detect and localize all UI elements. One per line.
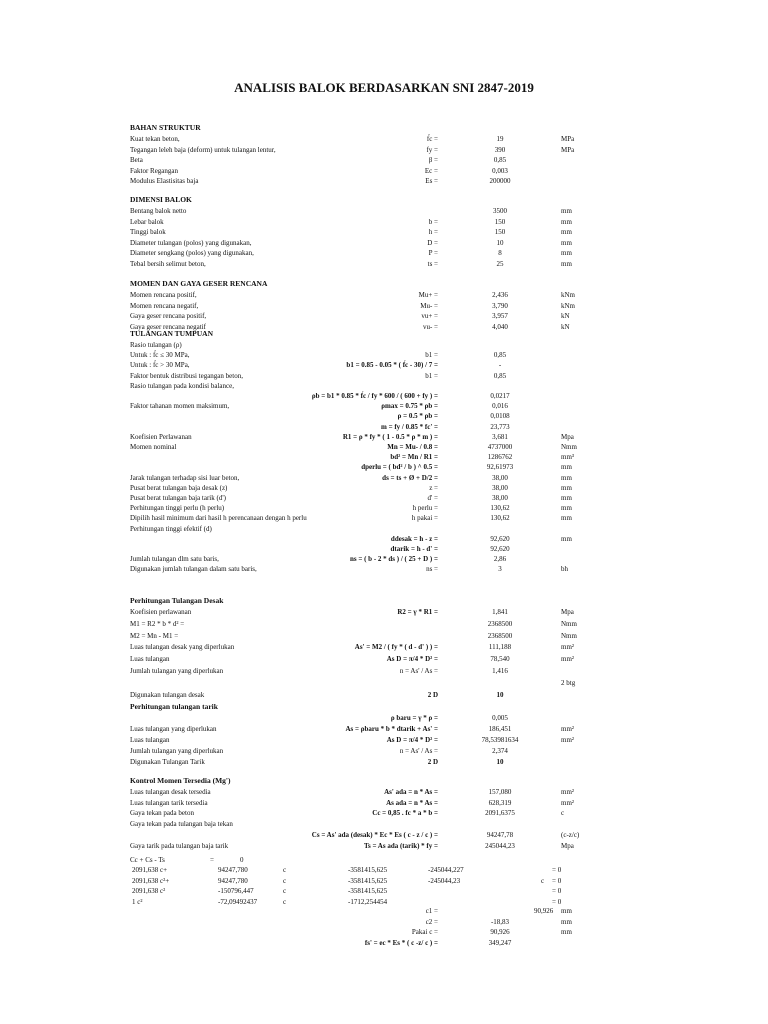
row-symbol: Mn = Mu- / 0.8 =: [387, 443, 438, 451]
row-label: Kuat tekan beton,: [130, 135, 180, 143]
row-label: Untuk : f́c ≤ 30 MPa,: [130, 351, 190, 360]
row-symbol: Cc = 0,85 . fc * a * b =: [372, 809, 438, 818]
row-label: Perhitungan tinggi perlu (h perlu): [130, 504, 225, 513]
row-value: 92,620: [490, 545, 510, 553]
row-label: Tebal bersih selimut beton,: [130, 259, 206, 268]
row-symbol: β =: [428, 156, 438, 164]
row-unit: mm: [561, 473, 572, 482]
row-value: 38,00: [492, 483, 508, 492]
row-value: 186,451: [488, 725, 512, 733]
row-symbol: As D = π/4 * D² =: [386, 736, 438, 744]
row-value: 10: [496, 238, 504, 247]
table-row: [0, 503, 768, 513]
table-row: [0, 819, 768, 829]
table-row: [0, 493, 768, 503]
table-row: [0, 301, 768, 311]
row-unit: mm: [561, 259, 572, 268]
row-symbol: As = ρbaru * b * dtarik + As' =: [345, 725, 438, 733]
table-row: [0, 713, 768, 723]
row-value: 8: [498, 249, 502, 257]
row-value: 3,790: [492, 301, 508, 310]
row-symbol: h perlu =: [412, 504, 438, 513]
row-unit: mm: [561, 494, 572, 502]
row-symbol: 2 D: [427, 690, 438, 699]
row-unit: kNm: [561, 301, 575, 310]
table-row: [0, 145, 768, 155]
table-row: [0, 724, 768, 734]
equation-token: 2091,638 c+: [132, 866, 168, 874]
row-unit: kNm: [561, 291, 575, 299]
row-symbol: b1 =: [425, 351, 438, 360]
row-value: 628,319: [488, 798, 512, 807]
row-symbol: fy =: [426, 145, 438, 154]
row-label: Bentang balok netto: [130, 207, 187, 215]
row-unit: MPa: [561, 145, 575, 154]
row-value: 157,080: [488, 788, 512, 796]
table-row: [0, 524, 768, 534]
equation-token: -72,09492437: [218, 898, 258, 907]
row-label: Luas tulangan: [130, 655, 170, 664]
row-unit: mm: [561, 217, 572, 226]
table-row: [0, 452, 768, 462]
row-symbol: ρ baru = γ * ρ =: [390, 714, 438, 722]
row-label: Gaya geser rencana positif,: [130, 312, 207, 320]
row-symbol: R1 = ρ * fy * ( 1 - 0.5 * ρ * m ) =: [342, 432, 438, 441]
row-symbol: Pakai c =: [411, 928, 438, 936]
row-label: Momen rencana negatif,: [130, 301, 199, 310]
row-symbol: b1 = 0.85 - 0.05 * ( f́c - 30) / 7 =: [346, 361, 438, 370]
table-row: [0, 631, 768, 641]
row-label: Diameter tulangan (polos) yang digunakan,: [130, 238, 252, 247]
row-label: Koefisien Perlawanan: [130, 432, 192, 441]
row-value: 111,188: [488, 643, 512, 652]
row-unit: 2 btg: [561, 678, 576, 687]
side-unit: mm: [561, 907, 572, 915]
row-unit: mm: [561, 534, 572, 543]
row-unit: Nmm: [561, 443, 577, 451]
row-label: Gaya tekan pada tulangan baja tekan: [130, 820, 233, 829]
row-label: Koefisien perlawanan: [130, 608, 192, 616]
section-heading: Perhitungan Tulangan Desak: [130, 596, 224, 605]
row-unit: c: [561, 809, 565, 818]
row-label: Luas tulangan: [130, 736, 170, 744]
row-unit: mm²: [561, 725, 574, 733]
equation-token: c: [283, 866, 287, 874]
row-label: Luas tulangan tarik tersedia: [130, 798, 208, 807]
row-unit: Mpa: [561, 608, 574, 616]
row-value: 0,85: [493, 156, 507, 164]
row-value: 3,957: [492, 312, 508, 320]
row-value: 4,040: [492, 322, 508, 331]
row-unit: kN: [561, 322, 570, 331]
table-row: [0, 564, 768, 574]
row-symbol: ts =: [427, 259, 438, 268]
row-value: 19: [496, 135, 504, 143]
row-unit: mm: [561, 249, 572, 257]
row-label: Jumlah tulangan yang diperlukan: [130, 667, 224, 675]
table-row: [0, 311, 768, 321]
equation-token: -3581415,625: [348, 887, 388, 896]
row-symbol: bd² = Mn / R1 =: [390, 453, 438, 462]
table-row: [0, 248, 768, 258]
table-row: [0, 938, 768, 948]
row-value: 1286762: [487, 453, 513, 462]
row-symbol: As' ada = n * As =: [384, 788, 438, 796]
table-row: [0, 442, 768, 452]
row-symbol: n = As' / As =: [399, 747, 438, 755]
table-row: [0, 411, 768, 421]
row-symbol: Es =: [425, 177, 438, 185]
equation-token: 1 c²: [132, 898, 143, 907]
row-label: Gaya geser rencana negatif: [130, 322, 206, 331]
row-value: 130,62: [490, 504, 510, 513]
equation-token: c: [283, 876, 287, 885]
row-unit: Nmm: [561, 619, 577, 628]
equation-token: 2091,638 c²+: [132, 876, 170, 885]
table-row: [0, 290, 768, 300]
row-value: 92,61973: [486, 463, 514, 472]
row-value: 2091,6375: [485, 809, 515, 818]
table-row: [0, 654, 768, 664]
row-label: Faktor bentuk distribusi tegangan beton,: [130, 371, 243, 380]
row-label: M2 = Mn - M1 =: [130, 631, 179, 640]
table-row: [0, 690, 768, 700]
row-value: 0,003: [492, 166, 508, 175]
equation-token: -245044,23: [428, 876, 461, 885]
row-unit: (c-z/c): [561, 830, 580, 839]
table-row: [0, 155, 768, 165]
row-label: Luas tulangan yang diperlukan: [130, 725, 217, 733]
row-symbol: 2 D: [427, 758, 438, 766]
row-unit: mm²: [561, 798, 574, 807]
table-row: [0, 227, 768, 237]
row-symbol: ns = ( b - 2 * ds ) / ( 25 + D ) =: [350, 555, 438, 564]
page-title: ANALISIS BALOK BERDASARKAN SNI 2847-2019: [234, 80, 534, 95]
row-value: 78,540: [490, 655, 510, 664]
table-row: [0, 544, 768, 554]
row-unit: MPa: [561, 135, 575, 143]
row-value: 0,005: [492, 714, 508, 722]
row-value: 130,62: [490, 514, 510, 523]
row-label: Dipilih hasil minimum dari hasil h perencanaan dengan h perlu: [130, 514, 307, 523]
row-value: 1,841: [492, 608, 508, 616]
row-symbol: P =: [428, 249, 438, 257]
row-label: Jarak tulangan terhadap sisi luar beton,: [130, 473, 240, 482]
row-unit: mm: [561, 207, 572, 215]
side-value: 90,926: [534, 907, 554, 915]
table-row: [0, 134, 768, 144]
table-row: [0, 381, 768, 391]
row-symbol: ds = ts + Ø + D/2 =: [382, 473, 438, 482]
row-symbol: Mu- =: [420, 301, 438, 310]
row-label: Digunakan tulangan desak: [130, 690, 205, 699]
row-label: Digunakan Tulangan Tarik: [130, 758, 205, 766]
row-label: Pusat berat tulangan baja tarik (d'): [130, 494, 226, 502]
row-value: 38,00: [492, 473, 508, 482]
table-row: [0, 757, 768, 767]
table-row: [0, 238, 768, 248]
row-label: Luas tulangan desak yang diperlukan: [130, 643, 235, 652]
row-value: 1,416: [492, 667, 508, 675]
row-label: Untuk : f́c > 30 MPa,: [130, 361, 190, 370]
table-row: [0, 483, 768, 493]
table-row: [0, 176, 768, 186]
table-row: [0, 513, 768, 523]
row-symbol: Ts = As ada (tarik) * fy =: [363, 841, 438, 850]
row-symbol: m = fy / 0.85 * fc' =: [381, 422, 438, 431]
equation-token: = 0: [552, 898, 562, 907]
row-symbol: D =: [427, 238, 438, 247]
table-row: [0, 917, 768, 927]
table-row: [0, 259, 768, 269]
row-label: Momen nominal: [130, 443, 177, 451]
equation-token: = 0: [552, 876, 562, 885]
row-symbol: h =: [428, 228, 438, 236]
table-row: [0, 217, 768, 227]
table-row: [0, 830, 768, 840]
row-label: Gaya tekan pada beton: [130, 809, 194, 818]
row-label: Pusat berat tulangan baja desak (z): [130, 483, 228, 492]
table-row: [0, 642, 768, 652]
row-unit: mm: [561, 514, 572, 523]
table-row: [0, 371, 768, 381]
table-row: [0, 554, 768, 564]
table-row: [0, 808, 768, 818]
row-symbol: f́c =: [426, 135, 438, 143]
row-value: 0,85: [493, 351, 507, 360]
row-symbol: As' = M2 / ( fy * ( d - d' ) ) =: [354, 643, 438, 652]
row-label: Modulus Elastisitas baja: [130, 177, 199, 185]
row-symbol: dtarik = h - d' =: [390, 545, 438, 553]
section-heading: Perhitungan tulangan tarik: [130, 702, 218, 711]
row-value: 349,247: [488, 938, 512, 947]
row-value: 38,00: [492, 494, 508, 502]
equation-token: = 0: [552, 887, 562, 896]
row-symbol: R2 = γ * R1 =: [397, 608, 438, 616]
row-value: 2,86: [493, 555, 507, 564]
row-value: 78,53981634: [481, 736, 519, 744]
row-value: 90,926: [490, 928, 510, 936]
row-unit: mm³: [561, 453, 574, 462]
row-unit: mm²: [561, 736, 574, 744]
equation-token: c: [283, 898, 287, 907]
row-symbol: vu+ =: [421, 312, 438, 320]
equation-token: 2091,638 c²: [132, 887, 166, 896]
row-unit: kN: [561, 312, 570, 320]
row-label: Tinggi balok: [130, 228, 166, 236]
equation-token: -3581415,625: [348, 876, 388, 885]
row-value: 3500: [493, 207, 507, 215]
row-value: -18,83: [490, 917, 510, 926]
table-row: [0, 340, 768, 350]
row-label: Tegangan leleh baja (deform) untuk tulangan lentur,: [130, 145, 276, 154]
row-label: Gaya tarik pada tulangan baja tarik: [130, 841, 229, 850]
row-symbol: dperlu = ( bd² / b ) ^ 0.5 =: [361, 463, 438, 472]
equation-token: 0: [240, 856, 244, 864]
row-label: Rasio tulangan (ρ): [130, 341, 182, 349]
section-heading: TULANGAN TUMPUAN: [130, 329, 213, 338]
row-symbol: c2 =: [425, 917, 438, 926]
equation-token: 94247,780: [218, 866, 248, 874]
row-value: 10: [496, 690, 504, 699]
row-value: 94247,78: [486, 830, 514, 839]
row-label: Beta: [130, 156, 143, 164]
table-row: [0, 534, 768, 544]
equation-token: = 0: [552, 866, 562, 874]
row-value: 3,681: [492, 432, 508, 441]
row-symbol: ns =: [426, 565, 438, 574]
row-symbol: vu- =: [422, 322, 438, 331]
row-symbol: n = As' / As =: [399, 667, 438, 675]
table-row: [0, 735, 768, 745]
row-value: 150: [494, 228, 506, 236]
row-label: Diameter sengkang (polos) yang digunakan,: [130, 249, 254, 257]
equation-token: 94247,780: [218, 876, 248, 885]
row-unit: mm: [561, 483, 572, 492]
table-row: [0, 841, 768, 851]
table-row: [0, 798, 768, 808]
row-value: 92,620: [490, 534, 510, 543]
row-value: 390: [494, 145, 506, 154]
row-label: Faktor tahanan momen maksimum,: [130, 402, 230, 411]
section-heading: DIMENSI BALOK: [130, 195, 192, 204]
row-symbol: c1 =: [425, 907, 438, 915]
table-row: [0, 607, 768, 617]
row-unit: mm: [561, 463, 572, 472]
row-symbol: d' =: [427, 494, 438, 502]
row-value: 0,0217: [490, 392, 510, 400]
row-value: 25: [496, 259, 504, 268]
row-symbol: Ec =: [424, 166, 438, 175]
row-symbol: ddesak = h - z =: [390, 534, 438, 543]
table-row: [0, 927, 768, 937]
row-label: Jumlah tulangan dlm satu baris,: [130, 555, 219, 564]
row-value: 0,85: [493, 371, 507, 380]
row-label: Digunakan jumlah tulangan dalam satu baris,: [130, 565, 257, 574]
row-unit: Mpa: [561, 432, 574, 441]
row-unit: mm: [561, 504, 572, 513]
row-value: 2368500: [487, 631, 513, 640]
row-unit: Nmm: [561, 631, 577, 640]
equation-token: c: [283, 887, 287, 896]
row-unit: mm: [561, 917, 572, 926]
section-heading: Kontrol Momen Tersedia (Mg'): [130, 776, 231, 785]
table-row: [0, 206, 768, 216]
table-row: [0, 166, 768, 176]
table-row: [0, 432, 768, 442]
table-row: [0, 360, 768, 370]
row-unit: mm²: [561, 788, 574, 796]
row-value: 2368500: [487, 619, 513, 628]
table-row: [0, 401, 768, 411]
row-unit: mm: [561, 238, 572, 247]
row-unit: mm²: [561, 655, 574, 664]
row-symbol: As ada = n * As =: [386, 798, 438, 807]
table-row: [0, 619, 768, 629]
row-value: 4737000: [487, 443, 513, 451]
section-heading: MOMEN DAN GAYA GESER RENCANA: [130, 279, 268, 288]
row-symbol: fs' = ec * Es * ( c -z/ c ) =: [364, 938, 438, 947]
table-row: [0, 322, 768, 332]
table-row: [0, 746, 768, 756]
row-label: Luas tulangan desak tersedia: [130, 788, 211, 796]
row-unit: mm: [561, 228, 572, 236]
row-unit: bh: [561, 565, 568, 574]
row-symbol: Cs = As' ada (desak) * Ec * Es ( c - z / c ) =: [311, 830, 438, 839]
row-symbol: ρb = b1 * 0.85 * f́c / fy * 600 / ( 600 + fy ) =: [311, 392, 438, 400]
row-symbol: ρ = 0.5 * ρb =: [397, 412, 438, 421]
row-symbol: h pakai =: [411, 514, 438, 523]
table-row: [0, 787, 768, 797]
row-symbol: b =: [428, 217, 438, 226]
row-label: Rasio tulangan pada kondisi balance,: [130, 381, 234, 390]
row-value: 10: [496, 758, 504, 766]
row-unit: Mpa: [561, 841, 574, 850]
row-value: -: [498, 361, 502, 370]
row-value: 200000: [489, 177, 511, 185]
equation-token: =: [210, 856, 214, 864]
table-row: [0, 678, 768, 688]
table-row: [0, 422, 768, 432]
equation-token: -1712,254454: [348, 898, 388, 907]
table-row: [0, 473, 768, 483]
equation-token: -3581415,625: [348, 866, 388, 874]
row-value: 245044,23: [485, 841, 515, 850]
row-symbol: Mu+ =: [418, 291, 438, 299]
row-value: 0,0108: [490, 412, 510, 421]
row-symbol: b1 =: [425, 371, 438, 380]
row-value: 2,436: [492, 291, 508, 299]
row-label: Faktor Regangan: [130, 166, 179, 175]
row-label: Perhitungan tinggi efektif (d): [130, 524, 212, 533]
row-value: 3: [498, 565, 502, 574]
table-row: [0, 391, 768, 401]
row-label: M1 = R2 * b * d² =: [130, 619, 185, 628]
equation-token: Cc + Cs - Ts: [130, 856, 165, 864]
row-unit: mm: [561, 928, 572, 936]
table-row: [0, 350, 768, 360]
table-row: [0, 666, 768, 676]
equation-token: -150796,447: [218, 887, 254, 896]
row-value: 2,374: [492, 747, 508, 755]
row-unit: mm²: [561, 643, 574, 652]
row-symbol: As D = π/4 * D² =: [386, 655, 438, 664]
row-value: 23,773: [490, 422, 510, 431]
row-symbol: z =: [429, 483, 438, 492]
row-label: Jumlah tulangan yang diperlukan: [130, 747, 224, 755]
section-heading: BAHAN STRUKTUR: [130, 123, 201, 132]
equation-token: c: [541, 876, 545, 885]
row-symbol: ρmax = 0.75 * ρb =: [381, 402, 438, 411]
table-row: [0, 906, 768, 916]
row-label: Lebar balok: [130, 217, 164, 226]
row-value: 0,016: [492, 402, 508, 411]
row-label: Momen rencana positif,: [130, 291, 197, 299]
equation-token: -245044,227: [428, 866, 464, 874]
row-value: 150: [494, 217, 506, 226]
table-row: [0, 462, 768, 472]
